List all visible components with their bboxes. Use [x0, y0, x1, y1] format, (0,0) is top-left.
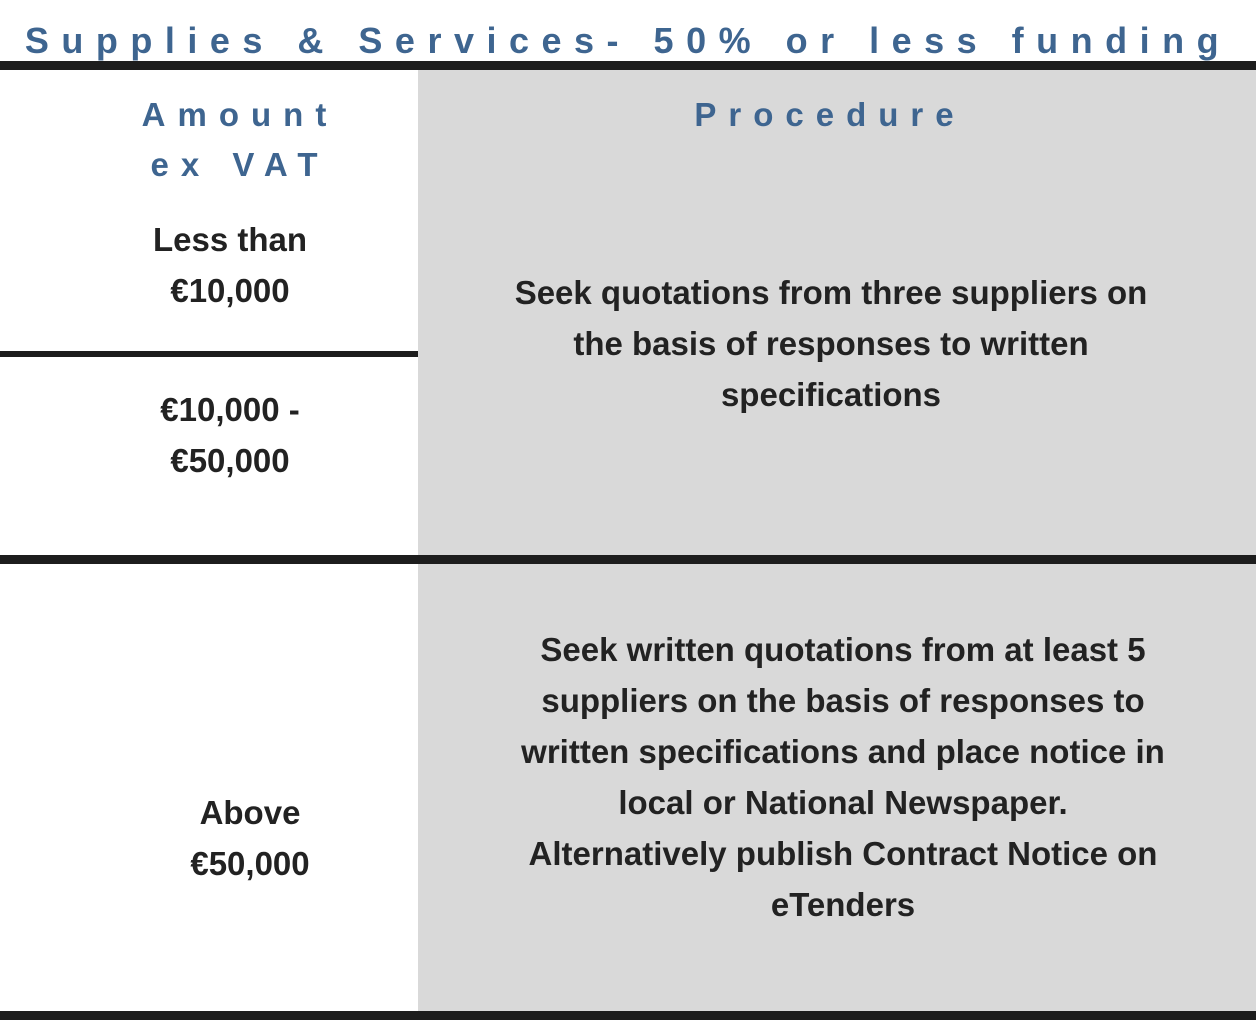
procedure-line: Seek quotations from three suppliers on	[514, 274, 1148, 311]
amount-line: Above	[199, 794, 301, 831]
amount-cell-less-than-10000	[90, 214, 370, 316]
procedure-line: suppliers on the basis of responses to	[541, 682, 1145, 719]
procedure-cell-three-quotations	[440, 267, 1222, 420]
procedure-line: the basis of responses to written	[573, 325, 1089, 362]
amount-line: Less than	[152, 221, 308, 258]
procedure-cell-five-quotations	[440, 624, 1246, 930]
amount-line: €50,000	[190, 845, 310, 882]
amount-cell-above-50000	[110, 787, 390, 889]
page-title: Supplies & Services- 50% or less funding	[24, 20, 1232, 61]
procedure-line: local or National Newspaper.	[618, 784, 1068, 821]
bottom-divider	[0, 1011, 1256, 1020]
amount-cell-10000-to-50000	[90, 384, 370, 486]
section-divider	[0, 555, 1256, 564]
amount-row-divider	[0, 351, 418, 357]
procedure-line: Alternatively publish Contract Notice on	[528, 835, 1158, 872]
top-divider	[0, 61, 1256, 70]
amount-line: €50,000	[170, 442, 290, 479]
procedure-line: written specifications and place notice in	[521, 733, 1165, 770]
procedure-line: specifications	[720, 376, 942, 413]
procedure-column-header: Procedure	[694, 96, 966, 133]
procedure-line: eTenders	[770, 886, 916, 923]
amount-header-line-2: ex VAT	[150, 146, 330, 183]
amount-header-line-1: Amount	[141, 96, 339, 133]
procedure-line: Seek written quotations from at least 5	[540, 631, 1146, 668]
amount-line: €10,000	[170, 272, 290, 309]
amount-line: €10,000 -	[160, 391, 300, 428]
amount-column-header	[100, 90, 380, 190]
